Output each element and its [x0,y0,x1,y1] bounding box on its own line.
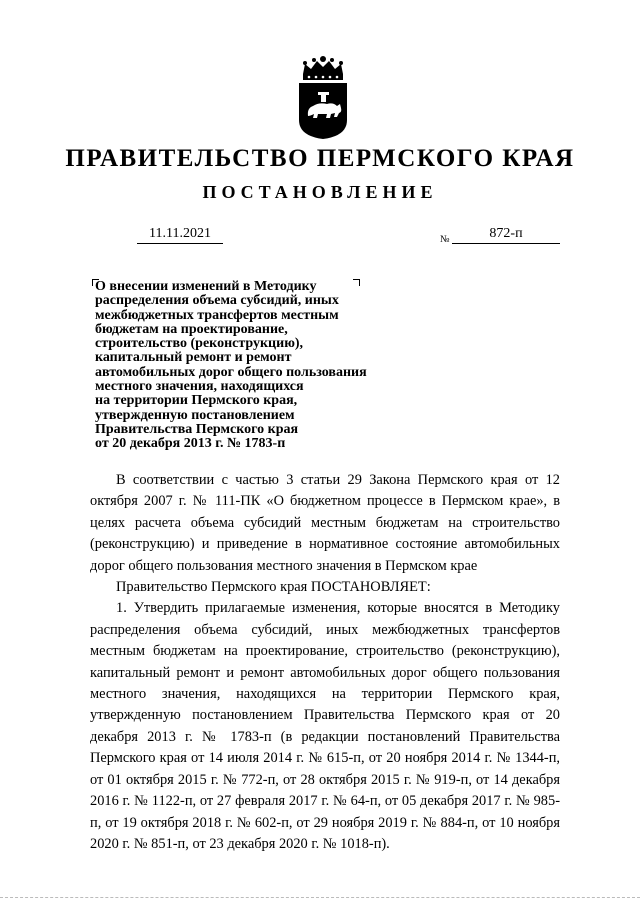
document-number: 872-п [452,226,560,244]
subject-line: капитальный ремонт и ремонт [95,350,292,366]
subject-line: О внесении изменений в Методику [95,279,317,294]
government-title: ПРАВИТЕЛЬСТВО ПЕРМСКОГО КРАЯ [65,145,575,172]
document-subject [95,280,405,452]
subject-line: автомобильных дорог общего пользования [95,364,367,380]
subject-line: от 20 декабря 2013 г. № 1783-п [95,436,286,452]
subject-line: Правительства Пермского края [95,421,299,437]
subject-line: распределения объема субсидий, иных [95,293,339,309]
subject-line: бюджетам на проектирование, [95,321,288,337]
preamble-paragraph: В соответствии с частью 3 статьи 29 Закона Пермского края от 12 октября 2007 г. № 111-ПК «О бюджетном процессе в Пермском крае», в целях расчета объема субсидий местным бюджетам на строительство (реконструкцию) и приведение в нормативное состояние автомобильных дорог общего пользования местного значения в Пермском крае [90,472,560,574]
document-date: 11.11.2021 [137,226,223,244]
subject-line: строительство (реконструкцию), [95,336,304,352]
coat-of-arms-icon [291,56,355,140]
page-bottom-edge [0,897,640,898]
subject-line: утвержденную постановлением [95,407,295,423]
document-type: ПОСТАНОВЛЕНИЕ [202,182,438,202]
subject-line: межбюджетных трансфертов местным [95,307,339,323]
subject-line: на территории Пермского края, [95,393,298,409]
number-label: № [440,234,450,245]
document-body [90,470,560,855]
item-1-paragraph: 1. Утвердить прилагаемые изменения, которые вносятся в Методику распределения объема субсидий, иных межбюджетных трансфертов местным бюджетам на проектирование, строительство (реконструкцию), капитальный ремонт и ремонт автомобильных дорог общего пользования местного значения, находящихся на территории Пермского края, утвержденную постановлением Правительства Пермского края от 20 декабря 2013 г. № 1783-п (в редакции постановлений Правительства Пермского края от 14 июля 2014 г. № 615-п, от 20 ноября 2014 г. № 1344-п, от 01 октября 2015 г. № 772-п, от 28 октября 2015 г. № 919-п, от 14 декабря 2016 г. № 1122-п, от 27 февраля 2017 г. № 64-п, от 05 декабря 2017 г. № 985-п, от 19 октября 2018 г. № 602-п, от 29 ноября 2019 г. № 884-п, от 10 ноября 2020 г. № 851-п, от 23 декабря 2020 г. № 1018-п). [90,600,560,852]
subject-line: местного значения, находящихся [95,379,304,395]
resolution-paragraph: Правительство Пермского края ПОСТАНОВЛЯЕТ: [116,579,431,596]
